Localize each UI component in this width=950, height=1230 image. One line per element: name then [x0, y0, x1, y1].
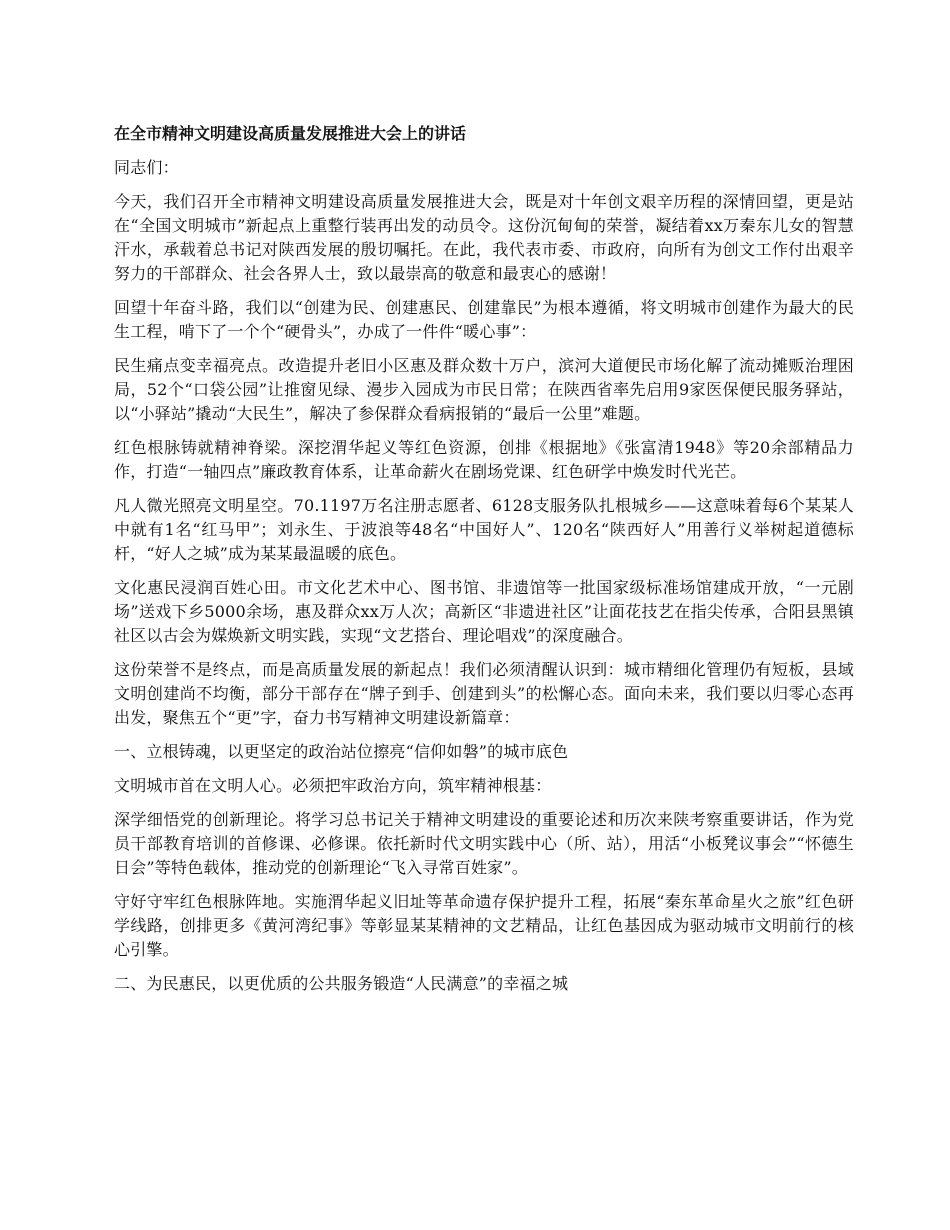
- paragraph: 守好守牢红色根脉阵地。实施渭华起义旧址等革命遗存保护提升工程，拓展“秦东革命星火之旅”红色研学线路，创排更多《黄河湾纪事》等彰显某某精神的文艺精品，让红色基因成为驱动城市文明前行的核心引擎。: [114, 892, 854, 959]
- paragraph: 红色根脉铸就精神脊梁。深挖渭华起义等红色资源，创排《根据地》《张富清1948》等20余部精品力作，打造“一轴四点”廉政教育体系，让革命薪火在剧场党课、红色研学中焕发时代光芒。: [114, 438, 854, 481]
- paragraph: 深学细悟党的创新理论。将学习总书记关于精神文明建设的重要论述和历次来陕考察重要讲话，作为党员干部教育培训的首修课、必修课。依托新时代文明实践中心（所、站），用活“小板凳议事会”“怀德生日会”等特色载体，推动党的创新理论“飞入寻常百姓家”。: [114, 810, 854, 877]
- section-heading: 一、立根铸魂，以更坚定的政治站位擦亮“信仰如磐”的城市底色: [114, 742, 569, 761]
- paragraph: 民生痛点变幸福亮点。改造提升老旧小区惠及群众数十万户，滨河大道便民市场化解了流动摊贩治理困局，52个“口袋公园”让推窗见绿、漫步入园成为市民日常；在陕西省率先启用9家医保便民服务驿站，以“小驿站”撬动“大民生”，解决了参保群众看病报销的“最后一公里”难题。: [114, 356, 854, 423]
- paragraph: 同志们：: [114, 158, 179, 177]
- document-page: [114, 122, 854, 1006]
- paragraph: 文化惠民浸润百姓心田。市文化艺术中心、图书馆、非遗馆等一批国家级标准场馆建成开放，“一元剧场”送戏下乡5000余场，惠及群众xx万人次；高新区“非遗进社区”让面花技艺在指尖传承，合阳县黑镇社区以古会为媒焕新文明实践，实现“文艺搭台、理论唱戏”的深度融合。: [114, 578, 854, 645]
- paragraph: 回望十年奋斗路，我们以“创建为民、创建惠民、创建靠民”为根本遵循，将文明城市创建作为最大的民生工程，啃下了一个个“硬骨头”，办成了一件件“暖心事”：: [114, 298, 854, 341]
- document-body: [114, 156, 854, 996]
- paragraph: 文明城市首在文明人心。必须把牢政治方向，筑牢精神根基：: [114, 776, 552, 795]
- document-title: 在全市精神文明建设高质量发展推进大会上的讲话: [114, 124, 467, 143]
- section-heading: 二、为民惠民，以更优质的公共服务锻造“人民满意”的幸福之城: [114, 974, 569, 993]
- paragraph: 凡人微光照亮文明星空。70.1197万名注册志愿者、6128支服务队扎根城乡——这意味着每6个某某人中就有1名“红马甲”；刘永生、于波浪等48名“中国好人”、120名“陕西好人”用善行义举树起道德标杆，“好人之城”成为某某最温暖的底色。: [114, 496, 854, 563]
- paragraph: 这份荣誉不是终点，而是高质量发展的新起点！我们必须清醒认识到：城市精细化管理仍有短板，县域文明创建尚不均衡，部分干部存在“牌子到手、创建到头”的松懈心态。面向未来，我们要以归零心态再出发，聚焦五个“更”字，奋力书写精神文明建设新篇章：: [114, 660, 854, 727]
- paragraph: 今天，我们召开全市精神文明建设高质量发展推进大会，既是对十年创文艰辛历程的深情回望，更是站在“全国文明城市”新起点上重整行装再出发的动员令。这份沉甸甸的荣誉，凝结着xx万秦东儿女的智慧汗水，承载着总书记对陕西发展的殷切嘱托。在此，我代表市委、市政府，向所有为创文工作付出艰辛努力的干部群众、社会各界人士，致以最崇高的敬意和最衷心的感谢！: [114, 192, 854, 283]
